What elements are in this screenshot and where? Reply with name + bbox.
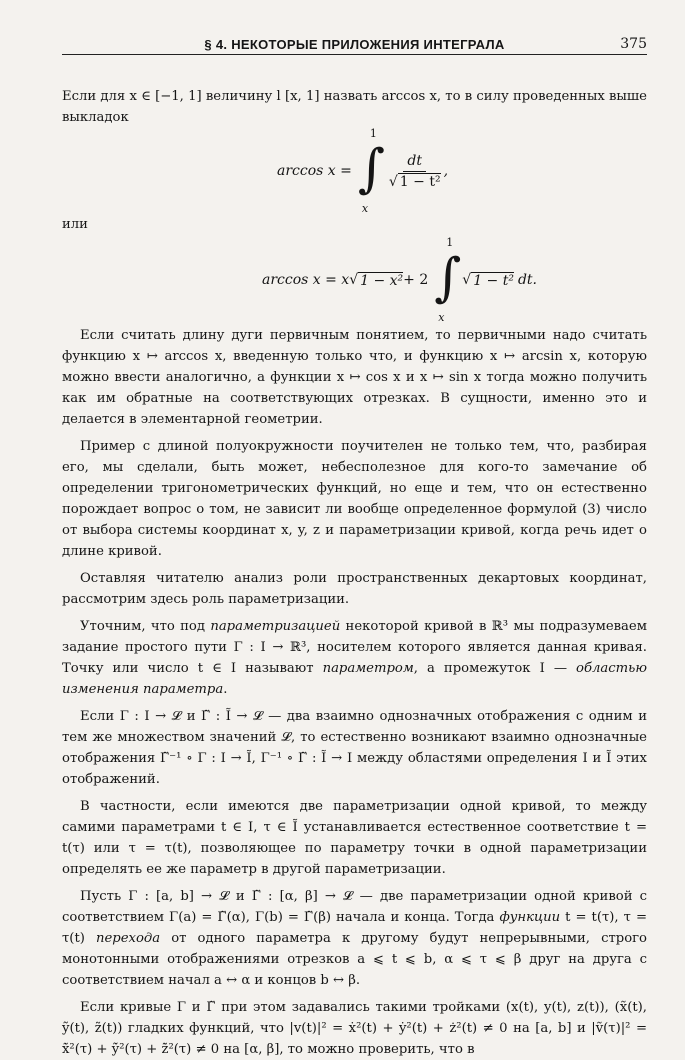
formula-arccos-integral [62,128,647,214]
term-transition: перехода [95,931,161,946]
integral-lower-limit: x [361,202,369,215]
formula-arccos-expanded [62,235,647,325]
text-run: , а промежуток I — [413,661,577,676]
formula1-lhs: arccos x = [276,163,352,179]
integral-upper-limit: 1 [369,127,377,140]
radical-sign: √ [388,173,398,190]
text-run: от одного параметра к другому будут непрерывными, строго монотонными отображениями отрезков a ⩽ t ⩽ b, α ⩽ τ ⩽ β друг на друга с соответствием начал a ↔ α и концов b ↔ β. [62,931,647,988]
text-run: Уточним, что под [80,619,211,634]
formula2-lhs: arccos x = x [261,272,350,288]
or-word: или [62,217,88,232]
fraction-denominator [389,172,441,190]
integral-lower-limit: x [438,311,445,324]
term-parameter: параметром [322,661,414,676]
paragraph-correspondence: В частности, если имеются две параметризации одной кривой, то между самими параметрами t ∈ I, τ ∈ Ĩ устанавливается естественное соответствие t = t(τ) или τ = τ(t), позволяющее по параметру точки в одной параметризации определять ее же параметр в другой параметризации. [62,799,647,877]
integral-sign: ∫ 1 x [434,236,462,324]
intro-paragraph: Если для x ∈ [−1, 1] величину l [x, 1] назвать arccos x, то в силу проведенных выше выкладок [62,89,647,125]
term-parametrization: параметризацией [210,619,341,634]
paragraph-mappings: Если Γ : I → 𝓛 и Γ̃ : Ĩ → 𝓛 — два взаимно однозначных отображения с одним и тем же множеством значений 𝓛, то естественно возникают взаимно однозначные отображения Γ̃⁻¹ ∘ Γ : I → Ĩ, Γ⁻¹ ∘ Γ̃ : Ĩ → I между областями определения I и Ĩ этих отображений. [62,709,647,787]
paragraph-arc-length: Если считать длину дуги первичным понятием, то первичными надо считать функцию x ↦ arccos x, введенную только что, и функцию x ↦ arcsin x, которую можно ввести аналогично, а функции x ↦ cos x и x ↦ sin x тогда можно получить как им обратные на соответствующих отрезках. В сущности, именно это и делается в элементарной геометрии. [62,328,647,427]
formula2-tail: dt. [517,272,538,288]
integral-upper-limit: 1 [446,236,454,249]
radical-sign: √ [462,272,472,288]
paragraph-reader: Оставляя читателю анализ роли пространственных декартовых координат, рассмотрим здесь роль параметризации. [62,571,647,607]
radicand: 1 − t² [473,272,514,289]
term-parameter-domain: областью изменения параметра [62,661,647,697]
fraction-numerator: dt [403,153,426,172]
section-title: § 4. НЕКОТОРЫЕ ПРИЛОЖЕНИЯ ИНТЕГРАЛА [204,37,505,52]
running-header [62,36,647,55]
paragraph-parametrization [62,616,647,700]
paragraph-smooth-curves: Если кривые Γ и Γ̃ при этом задавались такими тройками (x(t), y(t), z(t)), (x̃(t), ỹ(t), z̃(t)) гладких функций, что |v(t)|² = ẋ²(t) + ẏ²(t) + ż²(t) ≠ 0 на [a, b] и |ṽ(τ)|² = x̃̇²(τ) + ỹ̇²(τ) + z̃̇²(τ) ≠ 0 на [α, β], то можно проверить, что в [62,1000,647,1057]
radical-sign: √ [349,272,359,288]
paragraph-transition [62,886,647,991]
term-functions: функции [499,910,561,925]
integral-sign: ∫ 1 x [357,127,385,215]
text-run: t = t(τ), τ = τ(t) [62,910,647,946]
main-text [62,86,647,1060]
integrand-fraction [389,153,441,190]
formula1-tail: , [443,163,449,179]
radicand: 1 − x² [360,272,404,289]
paragraph-semicircle: Пример с длиной полуокружности поучителен не только тем, что, разбирая его, мы сделали, быть может, небесполезное для кого-то замечание об определении тригонометрических функций, но еще и тем, что он естественно порождает вопрос о том, не зависит ли вообще определенное формулой (3) число от выбора системы координат x, y, z и параметризации кривой, когда речь идет о длине кривой. [62,439,647,559]
text-run: Пусть Γ : [a, b] → 𝓛 и Γ̃ : [α, β] → 𝓛 — две параметризации одной кривой с соответствием Γ(a) = Γ̃(α), Γ(b) = Γ̃(β) начала и конца. Тогда [62,889,647,925]
page-number: 375 [620,36,647,52]
formula2-plus-two: + 2 [403,272,429,288]
text-run: некоторой кривой в ℝ³ мы подразумеваем задание простого пути Γ : I → ℝ³, носителем которого является данная кривая. Точку или число t ∈ I называют [62,619,647,676]
text-run: . [223,682,228,697]
radicand: 1 − t² [399,173,441,190]
